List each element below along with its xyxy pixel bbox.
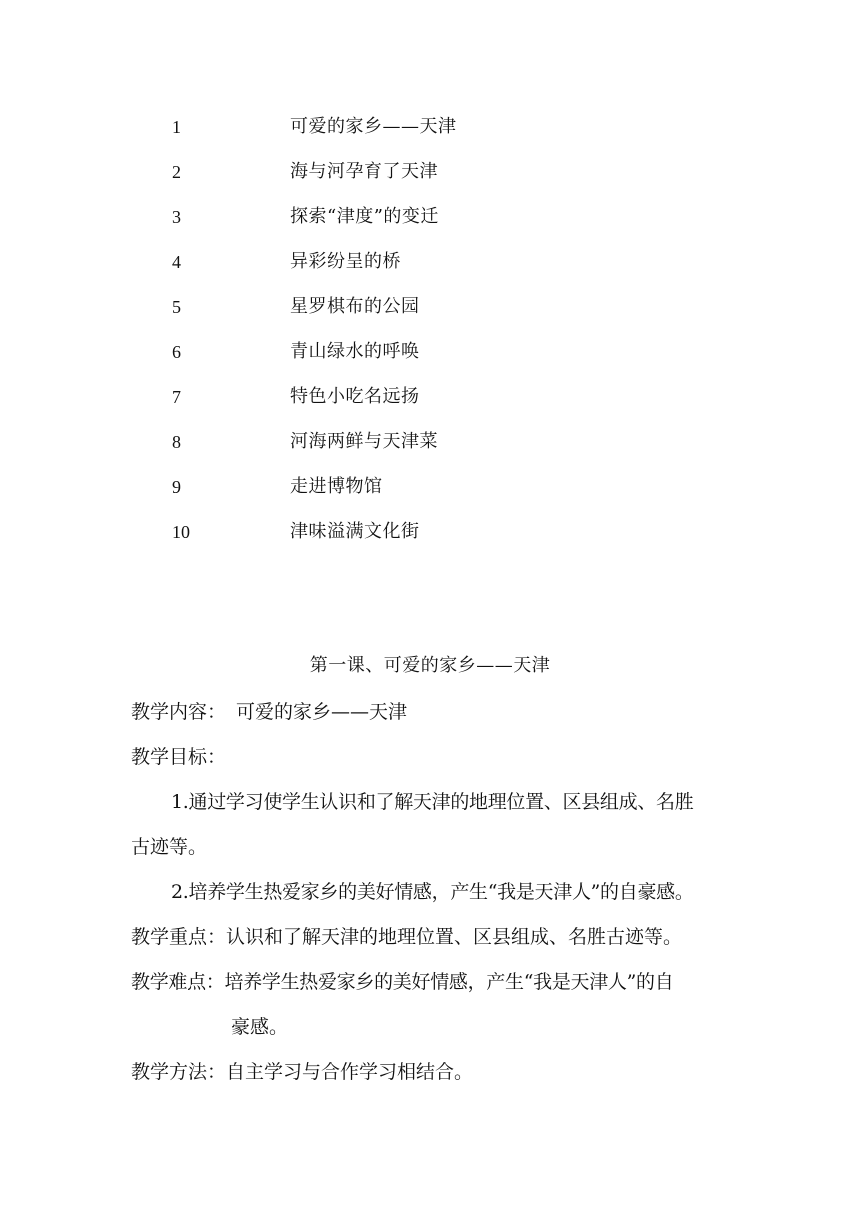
toc-row	[172, 473, 572, 518]
toc-title: 津味溢满文化街	[290, 521, 420, 542]
teaching-goals-label: 教学目标：	[131, 746, 227, 768]
toc-number: 1	[172, 117, 181, 137]
lesson-body	[131, 698, 735, 1103]
toc-number: 5	[172, 297, 181, 317]
toc-title: 可爱的家乡——天津	[290, 116, 457, 137]
toc-number: 4	[172, 252, 181, 272]
lesson-title: 第一课、可爱的家乡——天津	[309, 655, 551, 676]
difficulty-line-1: 教学难点：培养学生热爱家乡的美好情感，产生“我是天津人”的自	[131, 971, 674, 993]
toc-title: 特色小吃名远扬	[290, 386, 420, 407]
toc-number: 10	[172, 522, 190, 542]
teaching-content-label: 教学内容：	[131, 701, 227, 723]
toc-title: 河海两鲜与天津菜	[290, 431, 438, 452]
toc-title: 海与河孕育了天津	[290, 161, 438, 182]
teaching-content-value: 可爱的家乡——天津	[236, 701, 408, 723]
teaching-content	[131, 698, 735, 743]
key-points: 教学重点：认识和了解天津的地理位置、区县组成、名胜古迹等。	[131, 926, 683, 948]
toc-number: 2	[172, 162, 181, 182]
toc-number: 3	[172, 207, 181, 227]
toc-row	[172, 338, 572, 383]
toc-number: 9	[172, 477, 181, 497]
toc-title: 星罗棋布的公园	[290, 296, 420, 317]
toc-number: 7	[172, 387, 181, 407]
toc-title: 走进博物馆	[290, 476, 383, 497]
toc-title: 探索“津度”的变迁	[290, 206, 439, 227]
toc-row	[172, 518, 572, 563]
toc-row	[172, 248, 572, 293]
toc-row	[172, 428, 572, 473]
toc-title: 青山绿水的呼唤	[290, 341, 420, 362]
toc-number: 8	[172, 432, 181, 452]
toc-row	[172, 203, 572, 248]
toc-row	[172, 113, 572, 158]
toc-number: 6	[172, 342, 181, 362]
teaching-method: 教学方法：自主学习与合作学习相结合。	[131, 1061, 474, 1083]
toc-row	[172, 158, 572, 203]
difficulty-line-2: 豪感。	[231, 1016, 289, 1038]
toc-title: 异彩纷呈的桥	[290, 251, 401, 272]
table-of-contents	[172, 113, 572, 563]
toc-row	[172, 383, 572, 428]
goal-2: 2.培养学生热爱家乡的美好情感，产生“我是天津人”的自豪感。	[171, 881, 694, 903]
goal-1-line-2: 古迹等。	[131, 836, 208, 858]
toc-row	[172, 293, 572, 338]
goal-1-line-1: 1.通过学习使学生认识和了解天津的地理位置、区县组成、名胜	[171, 791, 694, 813]
